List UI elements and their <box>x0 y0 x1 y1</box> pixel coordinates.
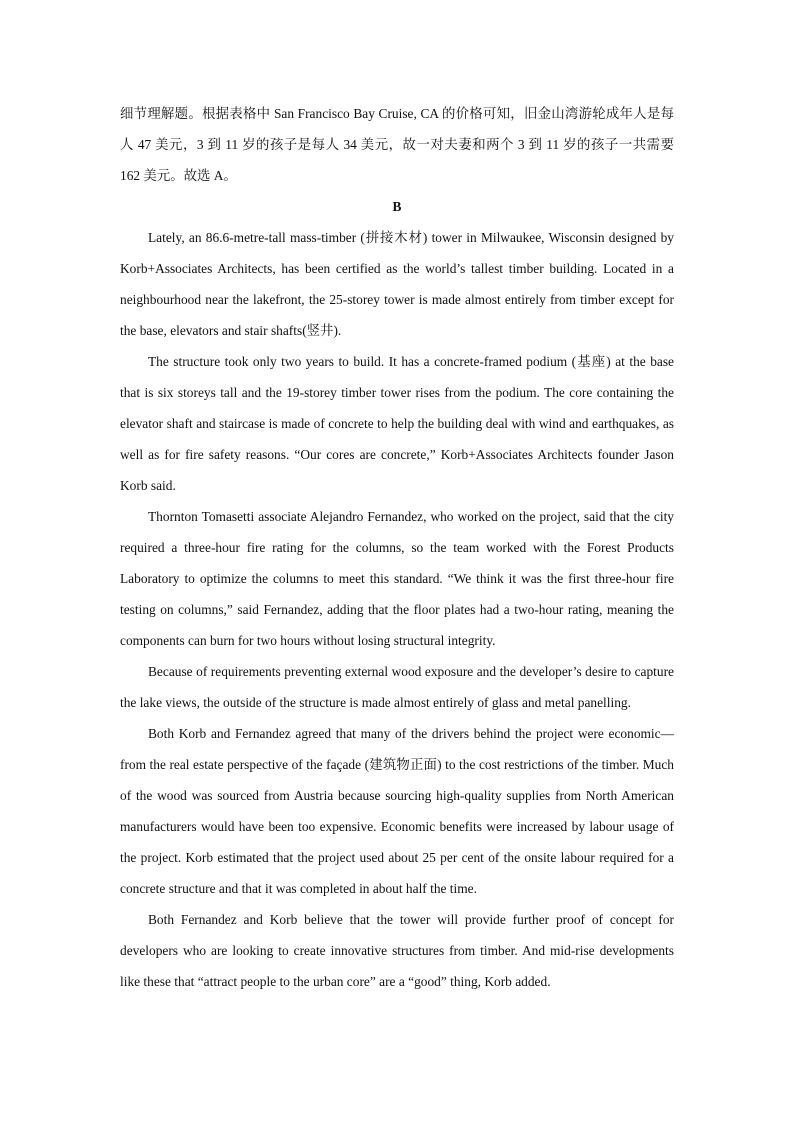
paragraph-6: Both Fernandez and Korb believe that the tower will provide further proof of concept for developers who are looking to create innovative structures from timber. And mid-rise developments like these that “attract people to the urban core” are a “good” thing, Korb added. <box>120 912 674 989</box>
section-heading: B <box>392 199 402 214</box>
paragraph-4: Because of requirements preventing external wood exposure and the developer’s desire to capture the lake views, the outside of the structure is made almost entirely of glass and metal panelling. <box>120 664 674 710</box>
answer-explanation: 细节理解题。根据表格中 San Francisco Bay Cruise, CA 的价格可知，旧金山湾游轮成年人是每人 47 美元，3 到 11 岁的孩子是每人 34 美元，故一对夫妻和两个 3 到 11 岁的孩子一共需要 162 美元。故选 A。 <box>120 106 674 183</box>
document-page <box>120 98 674 997</box>
paragraph-5: Both Korb and Fernandez agreed that many of the drivers behind the project were economic—from the real estate perspective of the façade (建筑物正面) to the cost restrictions of the timber. Much of the wood was sourced from Austria because sourcing high-quality supplies from North American manufacturers would have been too expensive. Economic benefits were increased by labour usage of the project. Korb estimated that the project used about 25 per cent of the onsite labour required for a concrete structure and that it was completed in about half the time. <box>120 726 674 896</box>
paragraph-2: The structure took only two years to build. It has a concrete-framed podium (基座) at the base that is six storeys tall and the 19-storey timber tower rises from the podium. The core containing the elevator shaft and staircase is made of concrete to help the building deal with wind and earthquakes, as well as for fire safety reasons. “Our cores are concrete,” Korb+Associates Architects founder Jason Korb said. <box>120 354 674 493</box>
paragraph-1: Lately, an 86.6-metre-tall mass-timber (拼接木材) tower in Milwaukee, Wisconsin designed by Korb+Associates Architects, has been certified as the world’s tallest timber building. Located in a neighbourhood near the lakefront, the 25-storey tower is made almost entirely from timber except for the base, elevators and stair shafts(竖井). <box>120 230 674 338</box>
paragraph-3: Thornton Tomasetti associate Alejandro Fernandez, who worked on the project, said that the city required a three-hour fire rating for the columns, so the team worked with the Forest Products Laboratory to optimize the columns to meet this standard. “We think it was the first three-hour fire testing on columns,” said Fernandez, adding that the floor plates had a two-hour rating, meaning the components can burn for two hours without losing structural integrity. <box>120 509 674 648</box>
